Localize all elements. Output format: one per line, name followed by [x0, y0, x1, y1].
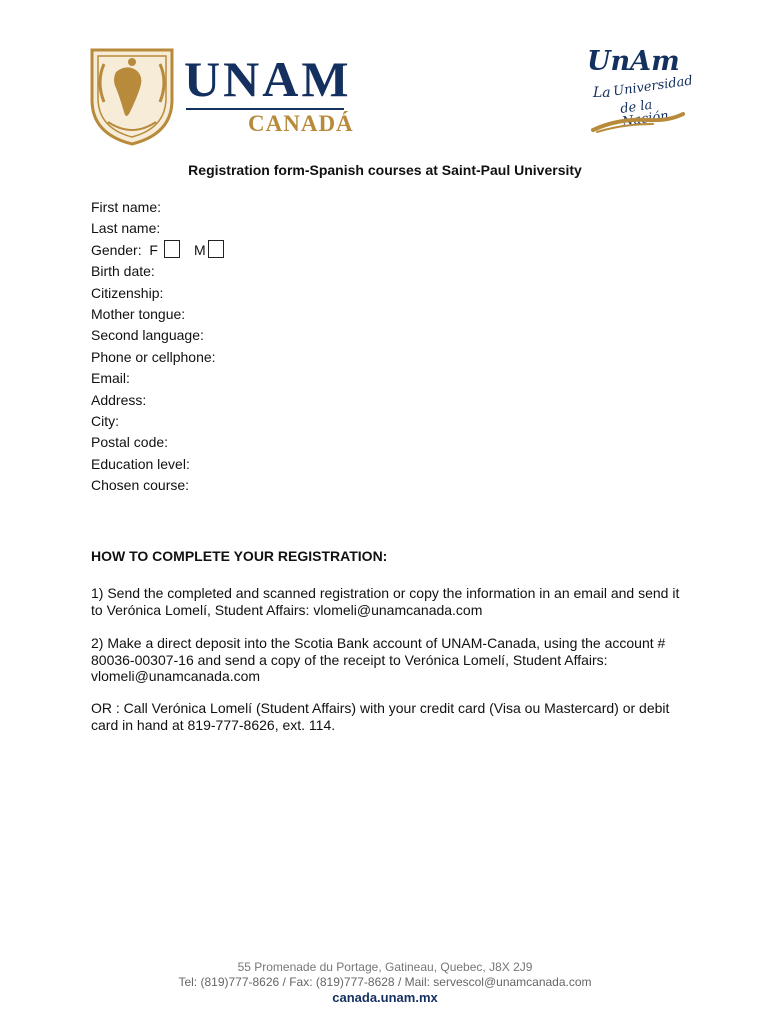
mother-tongue-field[interactable]: Mother tongue:: [91, 305, 186, 322]
unam-canada-logo: [86, 42, 356, 152]
phone-field[interactable]: Phone or cellphone:: [91, 348, 216, 365]
logo-unam-text: UNAM: [184, 51, 352, 107]
gender-f-label: F: [149, 241, 158, 258]
second-language-field[interactable]: Second language:: [91, 327, 204, 344]
education-level-field[interactable]: Education level:: [91, 455, 190, 472]
logo-right-nacion-text: de la Nación: [619, 97, 670, 130]
footer-website-link[interactable]: canada.unam.mx: [332, 990, 438, 1005]
logo-right-la-text: La: [593, 85, 611, 101]
logo-right-universidad-text: Universidad: [612, 73, 694, 100]
instruction-step-2: 2) Make a direct deposit into the Scotia Bank account of UNAM-Canada, using the account # 80036-00307-16 and send a copy of the receipt to Verónica Lomelí, Student Affairs: vlomeli@unamcanada.com: [91, 635, 666, 684]
unam-seal-icon: [86, 42, 178, 146]
first-name-field[interactable]: First name:: [91, 199, 162, 215]
gender-label: Gender:: [91, 241, 142, 258]
gender-m-label: M: [193, 241, 206, 258]
form-title: Registration form-Spanish courses at Saint-Paul University: [188, 162, 582, 178]
registration-fields: [91, 197, 224, 496]
postal-code-field[interactable]: Postal code:: [91, 434, 169, 451]
logo-divider: [186, 108, 344, 110]
citizenship-field[interactable]: Citizenship:: [91, 284, 164, 301]
la-universidad-de-la-nacion-logo: [583, 46, 693, 136]
last-name-field[interactable]: Last name:: [91, 220, 161, 237]
page-footer: [0, 960, 770, 1006]
instruction-step-3: OR : Call Verónica Lomelí (Student Affairs) with your credit card (Visa ou Mastercard) or debit card in hand at 819-777-8626, ext. 114.: [91, 700, 670, 733]
instruction-step-1: 1) Send the completed and scanned registration or copy the information in an email and send it to Verónica Lomelí, Student Affairs: vlomeli@unamcanada.com: [91, 585, 680, 618]
logo-canada-text: CANADÁ: [248, 111, 354, 136]
chosen-course-field[interactable]: Chosen course:: [91, 477, 190, 494]
gender-f-checkbox[interactable]: [164, 240, 180, 258]
gender-m-checkbox[interactable]: [208, 240, 224, 258]
logo-right-unam-text: UnAm: [587, 46, 680, 77]
footer-address: 55 Promenade du Portage, Gatineau, Quebec, J8X 2J9: [237, 960, 533, 974]
instructions-heading: HOW TO COMPLETE YOUR REGISTRATION:: [91, 548, 388, 564]
city-field[interactable]: City:: [91, 412, 119, 429]
email-field[interactable]: Email:: [91, 370, 130, 387]
gender-field: [91, 240, 224, 261]
address-field[interactable]: Address:: [91, 391, 147, 408]
birth-date-field[interactable]: Birth date:: [91, 263, 155, 280]
footer-contact: Tel: (819)777-8626 / Fax: (819)777-8628 / Mail: servescol@unamcanada.com: [178, 975, 592, 989]
swoosh-icon: [589, 108, 685, 134]
